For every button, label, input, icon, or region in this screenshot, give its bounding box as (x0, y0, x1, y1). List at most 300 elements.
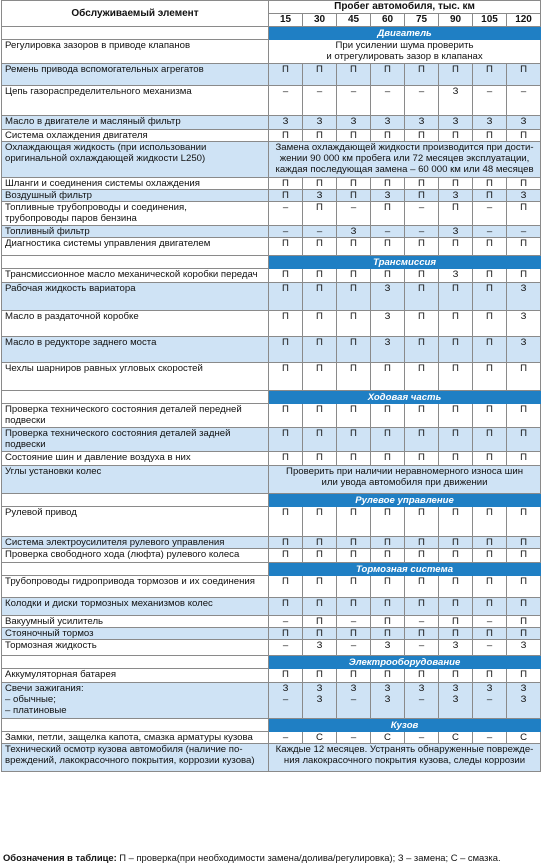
service-value-cell: П (303, 130, 337, 142)
service-value-cell: П (337, 576, 371, 598)
service-value-cell: С (507, 732, 541, 744)
service-value-cell: З (507, 190, 541, 202)
service-value-cell: П (405, 283, 439, 311)
table-row (2, 363, 541, 391)
service-value-cell: – (473, 86, 507, 116)
service-value-cell: П (405, 452, 439, 466)
table-row (2, 683, 541, 719)
table-body (2, 27, 541, 772)
section-header-row (2, 494, 541, 507)
service-value-cell: П (269, 669, 303, 683)
service-value-cell: – (405, 616, 439, 628)
section-header-row (2, 256, 541, 269)
service-value-cell: П (507, 178, 541, 190)
service-value-cell: П (507, 202, 541, 226)
service-value-cell: П (337, 428, 371, 452)
section-title: Кузов (269, 719, 541, 732)
service-value-cell: – (269, 226, 303, 238)
km-header-cell: 120 (507, 14, 541, 27)
service-value-cell: П (269, 404, 303, 428)
service-value-cell: – (269, 202, 303, 226)
section-title: Двигатель (269, 27, 541, 40)
service-value-cell: П (269, 452, 303, 466)
service-value-cell: З – (473, 683, 507, 719)
service-value-cell: П (303, 616, 337, 628)
service-value-cell: З (507, 116, 541, 130)
service-value-cell: З (507, 337, 541, 363)
service-value-cell: С (439, 732, 473, 744)
table-row (2, 311, 541, 337)
service-value-cell: П (439, 598, 473, 616)
service-value-cell: – (473, 202, 507, 226)
service-value-cell: П (473, 269, 507, 283)
service-value-cell: – (473, 732, 507, 744)
service-value-cell: – (507, 226, 541, 238)
service-value-cell: П (269, 337, 303, 363)
service-value-cell: – (303, 226, 337, 238)
table-row (2, 452, 541, 466)
table-row (2, 628, 541, 640)
service-value-cell: П (405, 549, 439, 563)
legend (3, 852, 501, 863)
table-row (2, 130, 541, 142)
service-value-cell: П (507, 598, 541, 616)
service-item-name: Шланги и соединения системы охлаждения (2, 178, 269, 190)
service-value-cell: П (439, 130, 473, 142)
service-value-cell: П (303, 452, 337, 466)
service-value-cell: – (269, 640, 303, 656)
section-title: Тормозная система (269, 563, 541, 576)
service-item-name: Замки, петли, защелка капота, смазка арматуры кузова (2, 732, 269, 744)
service-value-cell: П (507, 576, 541, 598)
service-value-cell: П (371, 428, 405, 452)
table-row (2, 598, 541, 616)
service-value-cell: П (337, 130, 371, 142)
table-row (2, 202, 541, 226)
service-value-cell: П (439, 238, 473, 256)
service-value-cell: П (405, 576, 439, 598)
service-value-cell: П (507, 269, 541, 283)
service-value-cell: П (303, 238, 337, 256)
service-value-cell: П (439, 64, 473, 86)
service-value-cell: П (269, 537, 303, 549)
service-value-cell: П (371, 549, 405, 563)
service-value-cell: – (269, 86, 303, 116)
service-value-cell: П (439, 311, 473, 337)
service-value-cell: П (337, 190, 371, 202)
service-item-name: Воздушный фильтр (2, 190, 269, 202)
service-item-name: Проверка технического состояния деталей передней подвески (2, 404, 269, 428)
service-value-cell: П (269, 428, 303, 452)
service-value-cell: П (269, 598, 303, 616)
service-value-cell: П (405, 311, 439, 337)
section-spacer (2, 494, 269, 507)
service-value-cell: П (439, 363, 473, 391)
service-value-cell: П (405, 428, 439, 452)
section-spacer (2, 256, 269, 269)
service-item-name: Проверка технического состояния деталей задней подвески (2, 428, 269, 452)
service-item-name: Система охлаждения двигателя (2, 130, 269, 142)
table-row (2, 226, 541, 238)
service-value-cell: З (371, 337, 405, 363)
service-item-name: Вакуумный усилитель (2, 616, 269, 628)
section-header-row (2, 719, 541, 732)
table-row (2, 669, 541, 683)
service-value-cell: – (371, 226, 405, 238)
section-spacer (2, 391, 269, 404)
service-value-cell: П (371, 628, 405, 640)
service-value-cell: З З (507, 683, 541, 719)
service-value-cell: П (303, 202, 337, 226)
legend-text: П – проверка(при необходимости замена/долива/регулировка); З – замена; С – смазка. (116, 852, 501, 863)
service-value-cell: – (337, 732, 371, 744)
service-item-name: Технический осмотр кузова автомобиля (наличие по- вреждений, лакокрасочного покрытия, коррозии кузова) (2, 744, 269, 772)
service-value-cell: П (405, 337, 439, 363)
service-item-name: Стояночный тормоз (2, 628, 269, 640)
service-value-cell: П (405, 363, 439, 391)
service-value-cell: П (303, 537, 337, 549)
service-value-cell: П (507, 669, 541, 683)
km-header-cell: 45 (337, 14, 371, 27)
service-value-cell: З З (371, 683, 405, 719)
km-header-cell: 15 (269, 14, 303, 27)
table-row (2, 744, 541, 772)
table-row (2, 466, 541, 494)
service-value-cell: П (269, 507, 303, 537)
service-value-cell: П (473, 452, 507, 466)
service-value-cell: П (473, 283, 507, 311)
service-value-cell: – (337, 202, 371, 226)
service-value-cell: З (439, 116, 473, 130)
service-value-cell: П (507, 507, 541, 537)
km-header-cell: 60 (371, 14, 405, 27)
service-value-cell: П (337, 238, 371, 256)
service-value-cell: П (405, 190, 439, 202)
service-value-cell: П (405, 238, 439, 256)
service-value-cell: П (439, 178, 473, 190)
table-row (2, 507, 541, 537)
service-value-cell: П (371, 576, 405, 598)
section-title: Ходовая часть (269, 391, 541, 404)
service-value-cell: П (337, 311, 371, 337)
service-value-cell: П (337, 628, 371, 640)
service-value-cell: З З (439, 683, 473, 719)
service-value-cell: П (473, 576, 507, 598)
service-value-cell: – (371, 86, 405, 116)
service-item-name: Рулевой привод (2, 507, 269, 537)
service-value-cell: З (371, 116, 405, 130)
table-row (2, 337, 541, 363)
service-value-cell: П (439, 576, 473, 598)
service-value-cell: – (473, 616, 507, 628)
service-value-cell: П (303, 363, 337, 391)
service-value-cell: П (303, 428, 337, 452)
table-row (2, 40, 541, 64)
service-value-cell: П (405, 507, 439, 537)
service-value-cell: П (303, 549, 337, 563)
service-value-cell: З (405, 116, 439, 130)
service-value-cell: П (405, 178, 439, 190)
maintenance-schedule-table (1, 0, 541, 772)
service-value-cell: П (473, 363, 507, 391)
service-value-cell: П (405, 130, 439, 142)
service-note: Замена охлаждающей жидкости производится при дости- жении 90 000 км пробега или 72 месяцев эксплуатации, каждая последующая замена – 60 000 км или 48 месяцев (269, 142, 541, 178)
service-value-cell: П (473, 311, 507, 337)
service-value-cell: П (371, 452, 405, 466)
service-value-cell: П (371, 238, 405, 256)
service-value-cell: П (439, 283, 473, 311)
service-value-cell: П (337, 363, 371, 391)
service-item-name: Рабочая жидкость вариатора (2, 283, 269, 311)
service-value-cell: П (337, 283, 371, 311)
service-value-cell: – (405, 226, 439, 238)
service-value-cell: П (371, 404, 405, 428)
service-value-cell: П (303, 669, 337, 683)
service-value-cell: П (269, 130, 303, 142)
km-header-cell: 30 (303, 14, 337, 27)
service-value-cell: – (507, 86, 541, 116)
service-value-cell: П (405, 537, 439, 549)
service-value-cell: – (337, 640, 371, 656)
service-value-cell: П (507, 428, 541, 452)
service-value-cell: П (473, 190, 507, 202)
service-note: Проверить при наличии неравномерного износа шин или увода автомобиля при движении (269, 466, 541, 494)
service-value-cell: П (507, 238, 541, 256)
table-row (2, 404, 541, 428)
section-spacer (2, 656, 269, 669)
service-value-cell: С (303, 732, 337, 744)
km-header-cell: 90 (439, 14, 473, 27)
section-header-row (2, 656, 541, 669)
service-item-name: Трансмиссионное масло механической коробки передач (2, 269, 269, 283)
service-value-cell: П (371, 507, 405, 537)
service-value-cell: П (439, 628, 473, 640)
service-value-cell: П (507, 452, 541, 466)
service-value-cell: П (371, 130, 405, 142)
service-value-cell: П (507, 537, 541, 549)
service-value-cell: П (473, 64, 507, 86)
service-value-cell: З (439, 86, 473, 116)
service-value-cell: П (371, 64, 405, 86)
table-row (2, 178, 541, 190)
service-value-cell: П (337, 507, 371, 537)
service-value-cell: П (337, 598, 371, 616)
service-value-cell: П (303, 576, 337, 598)
section-spacer (2, 719, 269, 732)
service-value-cell: П (303, 311, 337, 337)
section-header-row (2, 391, 541, 404)
service-value-cell: П (439, 537, 473, 549)
table-row (2, 269, 541, 283)
service-value-cell: П (405, 598, 439, 616)
service-item-name: Масло в редукторе заднего моста (2, 337, 269, 363)
service-value-cell: П (439, 669, 473, 683)
service-value-cell: П (507, 628, 541, 640)
service-value-cell: П (507, 616, 541, 628)
service-item-name: Масло в двигателе и масляный фильтр (2, 116, 269, 130)
service-value-cell: П (269, 190, 303, 202)
service-item-name: Топливный фильтр (2, 226, 269, 238)
table-row (2, 64, 541, 86)
service-value-cell: З (439, 640, 473, 656)
service-value-cell: П (303, 283, 337, 311)
table-row (2, 428, 541, 452)
service-value-cell: – (337, 86, 371, 116)
service-value-cell: З (337, 116, 371, 130)
service-value-cell: З (439, 226, 473, 238)
service-value-cell: П (473, 549, 507, 563)
table-row (2, 116, 541, 130)
service-value-cell: З З (303, 683, 337, 719)
service-value-cell: З (269, 116, 303, 130)
service-value-cell: П (439, 202, 473, 226)
service-value-cell: П (507, 549, 541, 563)
service-value-cell: П (337, 669, 371, 683)
service-value-cell: П (371, 616, 405, 628)
table-row (2, 142, 541, 178)
service-value-cell: П (337, 537, 371, 549)
service-value-cell: З (507, 640, 541, 656)
service-value-cell: П (473, 404, 507, 428)
service-value-cell: З – (405, 683, 439, 719)
service-value-cell: – (473, 640, 507, 656)
service-value-cell: П (473, 130, 507, 142)
service-value-cell: П (269, 178, 303, 190)
service-value-cell: П (439, 616, 473, 628)
service-value-cell: З (439, 190, 473, 202)
service-value-cell: П (337, 549, 371, 563)
service-value-cell: П (405, 628, 439, 640)
service-value-cell: П (507, 404, 541, 428)
service-value-cell: П (439, 549, 473, 563)
service-item-name: Углы установки колес (2, 466, 269, 494)
maintenance-table-container (1, 0, 540, 863)
service-value-cell: П (439, 404, 473, 428)
service-value-cell: П (507, 130, 541, 142)
service-value-cell: П (371, 598, 405, 616)
service-value-cell: З (371, 640, 405, 656)
service-value-cell: П (269, 64, 303, 86)
service-item-name: Ремень привода вспомогательных агрегатов (2, 64, 269, 86)
service-value-cell: П (303, 64, 337, 86)
service-value-cell: П (303, 404, 337, 428)
table-row (2, 537, 541, 549)
section-spacer (2, 563, 269, 576)
km-header-cell: 105 (473, 14, 507, 27)
service-value-cell: П (337, 452, 371, 466)
service-note: Каждые 12 месяцев. Устранять обнаруженные поврежде- ния лакокрасочного покрытия кузова, следы коррозии (269, 744, 541, 772)
service-value-cell: П (371, 269, 405, 283)
item-column-header: Обслуживаемый элемент (2, 1, 269, 27)
service-value-cell: П (337, 269, 371, 283)
service-value-cell: П (371, 178, 405, 190)
service-item-name: Колодки и диски тормозных механизмов колес (2, 598, 269, 616)
service-value-cell: С (371, 732, 405, 744)
service-item-name: Аккумуляторная батарея (2, 669, 269, 683)
service-value-cell: П (303, 337, 337, 363)
service-item-name: Регулировка зазоров в приводе клапанов (2, 40, 269, 64)
mileage-header: Пробег автомобиля, тыс. км (269, 1, 541, 14)
service-item-name: Цепь газораспределительного механизма (2, 86, 269, 116)
service-value-cell: З (303, 190, 337, 202)
service-value-cell: – (405, 640, 439, 656)
service-value-cell: – (269, 732, 303, 744)
service-item-name: Масло в раздаточной коробке (2, 311, 269, 337)
section-title: Электрооборудование (269, 656, 541, 669)
service-value-cell: З – (337, 683, 371, 719)
service-value-cell: З (371, 311, 405, 337)
service-value-cell: П (269, 311, 303, 337)
service-value-cell: П (473, 238, 507, 256)
service-value-cell: – (405, 732, 439, 744)
service-value-cell: П (303, 269, 337, 283)
service-note: При усилении шума проверить и отрегулировать зазор в клапанах (269, 40, 541, 64)
section-spacer (2, 27, 269, 40)
service-value-cell: П (439, 452, 473, 466)
service-value-cell: П (371, 669, 405, 683)
service-item-name: Тормозная жидкость (2, 640, 269, 656)
service-value-cell: З (371, 190, 405, 202)
service-value-cell: П (371, 202, 405, 226)
service-value-cell: – (405, 202, 439, 226)
service-item-name: Охлаждающая жидкость (при использовании оригинальной охлаждающей жидкости L250) (2, 142, 269, 178)
service-value-cell: П (269, 549, 303, 563)
section-header-row (2, 27, 541, 40)
service-value-cell: П (303, 628, 337, 640)
table-row (2, 190, 541, 202)
service-value-cell: П (439, 428, 473, 452)
service-item-name: Топливные трубопроводы и соединения, трубопроводы паров бензина (2, 202, 269, 226)
service-item-name: Трубопроводы гидропривода тормозов и их соединения (2, 576, 269, 598)
service-value-cell: П (269, 576, 303, 598)
service-value-cell: П (337, 64, 371, 86)
table-row (2, 283, 541, 311)
service-value-cell: З (303, 640, 337, 656)
service-value-cell: П (405, 64, 439, 86)
service-value-cell: П (269, 363, 303, 391)
service-value-cell: П (473, 428, 507, 452)
service-value-cell: П (405, 669, 439, 683)
table-row (2, 640, 541, 656)
section-title: Трансмиссия (269, 256, 541, 269)
service-item-name: Проверка свободного хода (люфта) рулевого колеса (2, 549, 269, 563)
service-value-cell: П (337, 178, 371, 190)
service-value-cell: П (269, 628, 303, 640)
service-item-name: Диагностика системы управления двигателем (2, 238, 269, 256)
table-row (2, 616, 541, 628)
service-item-name: Состояние шин и давление воздуха в них (2, 452, 269, 466)
service-item-name: Чехлы шарниров равных угловых скоростей (2, 363, 269, 391)
table-row (2, 732, 541, 744)
service-value-cell: З (303, 116, 337, 130)
service-value-cell: П (473, 507, 507, 537)
service-value-cell: З (337, 226, 371, 238)
service-value-cell: П (337, 404, 371, 428)
section-title: Рулевое управление (269, 494, 541, 507)
service-value-cell: З (507, 283, 541, 311)
service-value-cell: – (405, 86, 439, 116)
service-value-cell: З (473, 116, 507, 130)
service-value-cell: П (371, 363, 405, 391)
service-item-name: Свечи зажигания: – обычные; – платиновые (2, 683, 269, 719)
service-value-cell: П (405, 404, 439, 428)
service-value-cell: П (269, 283, 303, 311)
service-value-cell: П (507, 64, 541, 86)
service-value-cell: П (507, 363, 541, 391)
table-row (2, 86, 541, 116)
service-value-cell: П (473, 337, 507, 363)
service-value-cell: П (473, 628, 507, 640)
